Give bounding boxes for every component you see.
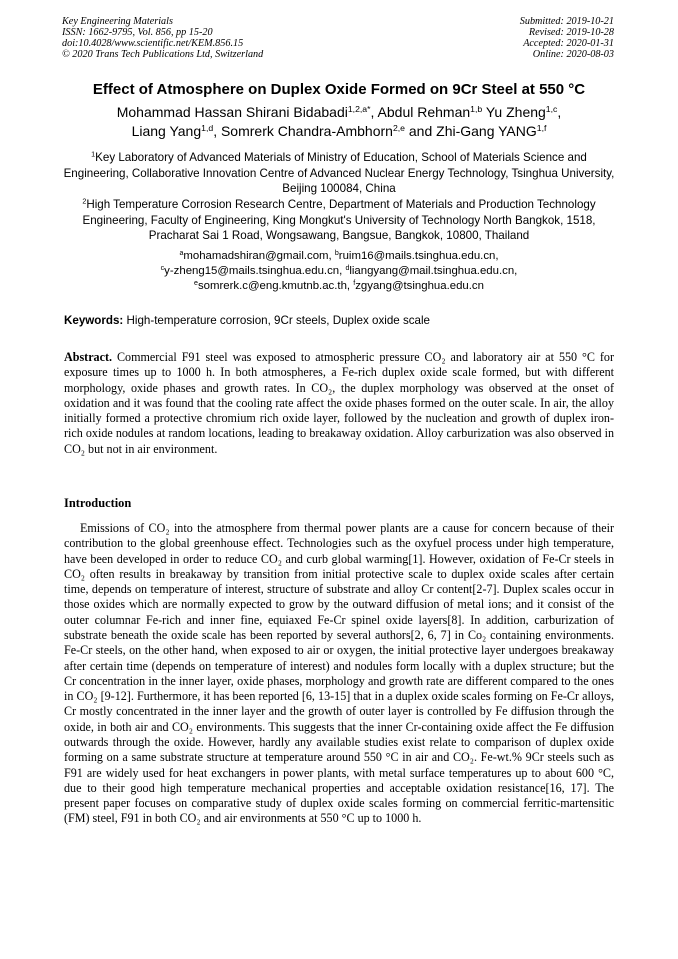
affiliation-2 (62, 197, 616, 244)
author-affiliation-marker: 1,b (470, 103, 483, 114)
keywords (64, 314, 616, 327)
author-separator: and (405, 123, 437, 139)
author-affiliation-marker: 1,2,a* (347, 103, 371, 114)
email-address: y-zheng15@mails.tsinghua.edu.cn, (164, 265, 346, 278)
keywords-text: High-temperature corrosion, 9Cr steels, Duplex oxide scale (123, 314, 431, 327)
email-marker: c (160, 264, 165, 272)
abstract-label: Abstract. (64, 350, 113, 364)
email-marker: b (334, 249, 339, 257)
email-address: ruim16@mails.tsinghua.edu.cn, (338, 250, 499, 262)
email-address: liangyang@mail.tsinghua.edu.cn, (349, 265, 518, 278)
author-affiliation-marker: 1,c (545, 103, 558, 114)
affiliation-marker: 2 (82, 196, 87, 206)
abstract (64, 350, 614, 457)
section-heading-introduction: Introduction (64, 496, 132, 510)
author-separator: , (213, 123, 221, 139)
date-accepted: Accepted: 2020-01-31 (523, 38, 614, 49)
email-address: zgyang@tsinghua.edu.cn (355, 280, 484, 293)
date-submitted: Submitted: 2019-10-21 (519, 16, 614, 27)
journal-info (62, 16, 263, 60)
author-name: Mohammad Hassan Shirani Bidabadi (116, 104, 348, 120)
journal-issn: ISSN: 1662-9795, Vol. 856, pp 15-20 (62, 27, 213, 38)
affiliation-1 (62, 150, 616, 197)
author-affiliation-marker: 1,d (201, 122, 214, 133)
email-address: mohamadshiran@gmail.com, (183, 250, 335, 262)
date-online: Online: 2020-08-03 (532, 49, 614, 60)
affiliation-marker: 1 (91, 149, 96, 159)
author-name: Yu Zheng (485, 104, 546, 120)
author-list (40, 103, 638, 141)
author-separator: , (557, 104, 562, 120)
email-marker: d (345, 264, 350, 272)
email-marker: f (353, 280, 356, 288)
author-emails (62, 249, 616, 295)
author-name: Somrerk Chandra-Ambhorn (220, 123, 393, 139)
affiliation-text: Key Laboratory of Advanced Materials of Ministry of Education, School of Materials Science and Engineering, Collaborative Innovation Centre of Advanced Nuclear Energy Technology, Tsinghua University, Beijing 100084, China (63, 151, 615, 195)
email-marker: a (179, 249, 184, 257)
journal-copyright: © 2020 Trans Tech Publications Ltd, Switzerland (62, 49, 264, 60)
introduction-paragraph: Emissions of CO₂ into the atmosphere from thermal power plants are a cause for concern because of their contribution to the global greenhouse effect. Technologies such as the oxyfuel process under high temperature, have been developed in order to reduce CO₂ and curb global warming[1]. However, oxidation of Fe-Cr steels in CO₂ often results in breakaway by transition from initial protective scale to duplex oxide scales after certain time, depends on temperature of interest, structure of substrate and alloy Cr content[2-7]. Duplex scales occur in those oxides which are normally expected to grow by the outward diffusion of metal ions; and it consist of the outer columnar Fe-rich and inner fine, equiaxed Fe-Cr spinel oxide layers[8]. In addition, carburization of substrate beneath the oxide scale has been reported by several authors[2, 6, 7] in Co₂ containing environments. Fe-Cr steels, on the other hand, when exposed to air or oxygen, the initial protective layer undergoes breakaway after certain time (depends on temperature of interest) and nodules form locally with a duplex structure; but the Cr concentration in the inner layer, oxide phases, morphology and growth rate are different compared to the ones in CO₂ [9-12]. Furthermore, it has been reported [6, 13-15] that in a duplex oxide scales forming on Fe-Cr alloys, Cr mostly concentrated in the inner layer and the growth of outer layer is controlled by Fe diffusion through the oxide, in both air and CO₂ environments. This suggests that the inner Cr-containing oxide affect the Fe diffusion outwards through the oxide. However, hardly any available studies exist relate to comparison of duplex oxide forming on a same substrate structure at temperature around 550 °C in air and CO₂. Fe-wt.% 9Cr steels such as F91 are widely used for heat exchangers in power plants, with metal surface temperatures up to about 600 °C, due to their good high temperature mechanical properties and acceptable oxidation resistance[16, 17]. The present paper focuses on comparative study of duplex oxide scales forming on commercial ferritic-martensitic (FM) steel, F91 in both CO₂ and air environments at 550 °C up to 1000 h. (64, 521, 614, 826)
journal-name: Key Engineering Materials (62, 16, 173, 27)
journal-doi: doi:10.4028/www.scientific.net/KEM.856.15 (62, 38, 244, 49)
author-name: Liang Yang (131, 123, 202, 139)
email-address: somrerk.c@eng.kmutnb.ac.th, (197, 280, 354, 293)
author-name: Zhi-Gang YANG (436, 123, 537, 139)
paper-title: Effect of Atmosphere on Duplex Oxide Formed on 9Cr Steel at 550 °C (92, 81, 586, 98)
author-name: Abdul Rehman (377, 104, 471, 120)
abstract-text: Commercial F91 steel was exposed to atmospheric pressure CO₂ and laboratory air at 550 °C for exposure times up to 1000 h. In both atmospheres, a Fe-rich duplex oxide scale formed, but with different morphology, oxide phases and growth rates. In CO₂, the duplex morphology was observed at the onset of oxidation and it was found that the cooling rate affect the oxide phases formed on the outer scale. In air, the alloy initially formed a protective chromium rich oxide layer, followed by the nucleation and growth of duplex iron-rich oxide nodules at random locations, leading to breakaway oxidation. Alloy carburization was also observed in CO₂ but not in air environment. (64, 350, 614, 456)
submission-dates (520, 16, 614, 60)
date-revised: Revised: 2019-10-28 (528, 27, 614, 38)
email-marker: e (194, 280, 198, 288)
author-separator: , (370, 104, 378, 120)
author-affiliation-marker: 1,f (536, 122, 547, 133)
keywords-label: Keywords: (64, 314, 124, 327)
affiliation-text: High Temperature Corrosion Research Centre, Department of Materials and Production Technology Engineering, Faculty of Engineering, King Mongkut's University of Technology North Bangkok, 1518, Pracharat Sai 1 Road, Wongsawang, Bangsue, Bangkok, 10800, Thailand (82, 198, 596, 242)
author-affiliation-marker: 2,e (392, 122, 405, 133)
